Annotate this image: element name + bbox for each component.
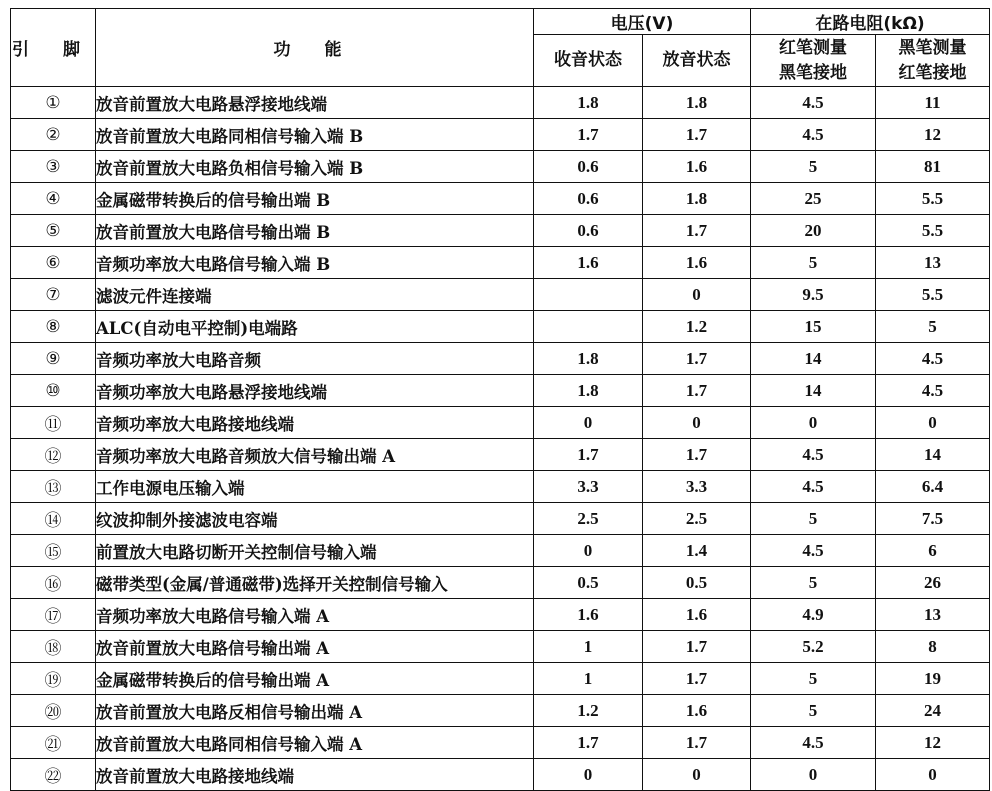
red-probe-header-line1: 红笔测量 [779,37,848,58]
pin-number: ① [11,87,96,119]
pin-number: ⑥ [11,247,96,279]
resistance-black-probe: 12 [876,727,990,759]
black-probe-header-line1: 黑笔测量 [898,37,967,58]
pin-number: ⑮ [11,535,96,567]
pin-number: ⑤ [11,215,96,247]
pin-function: 音频功率放大电路信号输入端 A [96,599,534,631]
voltage-record: 1.7 [534,439,643,471]
resistance-black-probe: 4.5 [876,375,990,407]
pin-function: 工作电源电压输入端 [96,471,534,503]
pin-number: ③ [11,151,96,183]
voltage-playback: 0.5 [643,567,751,599]
resistance-red-probe: 15 [751,311,876,343]
resistance-red-probe: 5 [751,663,876,695]
voltage-playback: 1.2 [643,311,751,343]
pin-function: 滤波元件连接端 [96,279,534,311]
voltage-playback: 1.8 [643,87,751,119]
voltage-playback: 0 [643,279,751,311]
playback-state-header: 放音状态 [643,35,751,87]
voltage-playback: 1.7 [643,215,751,247]
resistance-red-probe: 14 [751,343,876,375]
resistance-black-probe: 7.5 [876,503,990,535]
resistance-black-probe: 5.5 [876,279,990,311]
pin-function: 纹波抑制外接滤波电容端 [96,503,534,535]
pin-function: 放音前置放大电路同相信号输入端 B [96,119,534,151]
voltage-record: 1 [534,663,643,695]
voltage-playback: 1.7 [643,727,751,759]
pin-number: ⑲ [11,663,96,695]
pin-number: ⑰ [11,599,96,631]
table-row [11,535,990,567]
pin-function: 音频功率放大电路音频放大信号输出端 A [96,439,534,471]
pin-function: 放音前置放大电路信号输出端 B [96,215,534,247]
pin-number: ⑯ [11,567,96,599]
voltage-record: 1.2 [534,695,643,727]
pin-number: ⑳ [11,695,96,727]
voltage-header: 电压(V) [534,9,751,35]
voltage-record: 1.6 [534,599,643,631]
resistance-black-probe: 6 [876,535,990,567]
voltage-playback: 1.7 [643,631,751,663]
table-row [11,215,990,247]
pin-number: ⑪ [11,407,96,439]
resistance-red-probe: 5.2 [751,631,876,663]
resistance-black-probe: 5.5 [876,183,990,215]
voltage-playback: 2.5 [643,503,751,535]
voltage-record: 0.6 [534,215,643,247]
table-row [11,631,990,663]
resistance-red-probe: 5 [751,695,876,727]
resistance-red-probe: 14 [751,375,876,407]
pin-function: 金属磁带转换后的信号输出端 A [96,663,534,695]
pin-number: ⑩ [11,375,96,407]
table-row [11,471,990,503]
red-probe-header-line2: 黑笔接地 [779,62,848,83]
voltage-playback: 1.7 [643,439,751,471]
pin-function: 金属磁带转换后的信号输出端 B [96,183,534,215]
pin-function: 音频功率放大电路音频 [96,343,534,375]
table-row [11,183,990,215]
voltage-record [534,279,643,311]
voltage-record: 1.6 [534,247,643,279]
resistance-red-probe: 4.9 [751,599,876,631]
voltage-playback: 0 [643,759,751,791]
voltage-playback: 1.7 [643,663,751,695]
voltage-record: 0 [534,759,643,791]
pin-function: 放音前置放大电路悬浮接地线端 [96,87,534,119]
voltage-playback: 1.4 [643,535,751,567]
pin-number: ⑧ [11,311,96,343]
voltage-record: 1.8 [534,87,643,119]
resistance-red-probe: 5 [751,247,876,279]
pin-number: ④ [11,183,96,215]
voltage-record: 0.6 [534,183,643,215]
voltage-playback: 1.6 [643,247,751,279]
voltage-playback: 1.7 [643,343,751,375]
resistance-red-probe: 5 [751,567,876,599]
table-row [11,663,990,695]
table-body [11,87,990,791]
pin-number: ② [11,119,96,151]
resistance-black-probe: 8 [876,631,990,663]
pin-number: ⑨ [11,343,96,375]
table-row [11,567,990,599]
pin-function: 放音前置放大电路负相信号输入端 B [96,151,534,183]
voltage-record: 0.5 [534,567,643,599]
resistance-black-probe: 11 [876,87,990,119]
resistance-red-probe: 9.5 [751,279,876,311]
table-row [11,695,990,727]
resistance-black-probe: 81 [876,151,990,183]
pin-function: 磁带类型(金属/普通磁带)选择开关控制信号输入 [96,567,534,599]
voltage-record: 0 [534,407,643,439]
resistance-black-probe: 6.4 [876,471,990,503]
voltage-record: 1.7 [534,119,643,151]
resistance-black-probe: 5.5 [876,215,990,247]
voltage-record: 1.7 [534,727,643,759]
resistance-black-probe: 13 [876,599,990,631]
pin-number: ⑭ [11,503,96,535]
resistance-black-probe: 5 [876,311,990,343]
resistance-red-probe: 4.5 [751,439,876,471]
resistance-black-probe: 19 [876,663,990,695]
resistance-red-probe: 0 [751,759,876,791]
red-probe-header [751,35,876,87]
resistance-black-probe: 0 [876,407,990,439]
pin-function: 音频功率放大电路接地线端 [96,407,534,439]
resistance-red-probe: 25 [751,183,876,215]
voltage-record: 1.8 [534,343,643,375]
pin-number: ㉒ [11,759,96,791]
pin-function: 放音前置放大电路信号输出端 A [96,631,534,663]
resistance-black-probe: 26 [876,567,990,599]
pin-function: 音频功率放大电路信号输入端 B [96,247,534,279]
pin-number: ⑫ [11,439,96,471]
pin-function: ALC(自动电平控制)电端路 [96,311,534,343]
pin-header: 引 脚 [11,9,96,87]
table-row [11,119,990,151]
header-row-top [11,9,990,35]
resistance-red-probe: 5 [751,503,876,535]
resistance-black-probe: 14 [876,439,990,471]
resistance-black-probe: 13 [876,247,990,279]
resistance-red-probe: 4.5 [751,87,876,119]
voltage-playback: 0 [643,407,751,439]
voltage-record: 3.3 [534,471,643,503]
table-row [11,407,990,439]
function-header: 功 能 [96,9,534,87]
pin-number: ⑱ [11,631,96,663]
voltage-record [534,311,643,343]
voltage-record: 0 [534,535,643,567]
pin-function: 前置放大电路切断开关控制信号输入端 [96,535,534,567]
pin-number: ⑬ [11,471,96,503]
table-row [11,727,990,759]
voltage-playback: 1.7 [643,375,751,407]
resistance-header: 在路电阻(kΩ) [751,9,990,35]
black-probe-header [876,35,990,87]
resistance-black-probe: 12 [876,119,990,151]
resistance-red-probe: 4.5 [751,535,876,567]
voltage-record: 1.8 [534,375,643,407]
table-row [11,759,990,791]
voltage-record: 0.6 [534,151,643,183]
voltage-record: 2.5 [534,503,643,535]
resistance-black-probe: 4.5 [876,343,990,375]
voltage-playback: 1.6 [643,599,751,631]
pin-voltage-resistance-table [10,8,990,791]
table-row [11,599,990,631]
resistance-red-probe: 4.5 [751,727,876,759]
table-row [11,247,990,279]
table-row [11,311,990,343]
resistance-red-probe: 4.5 [751,119,876,151]
black-probe-header-line2: 红笔接地 [898,62,967,83]
voltage-playback: 3.3 [643,471,751,503]
pin-number: ⑦ [11,279,96,311]
pin-function: 音频功率放大电路悬浮接地线端 [96,375,534,407]
voltage-playback: 1.7 [643,119,751,151]
table-row [11,279,990,311]
pin-number: ㉑ [11,727,96,759]
pin-function: 放音前置放大电路反相信号输出端 A [96,695,534,727]
resistance-black-probe: 24 [876,695,990,727]
table-row [11,87,990,119]
resistance-red-probe: 0 [751,407,876,439]
pin-function: 放音前置放大电路同相信号输入端 A [96,727,534,759]
pin-function: 放音前置放大电路接地线端 [96,759,534,791]
resistance-red-probe: 20 [751,215,876,247]
table-row [11,439,990,471]
resistance-black-probe: 0 [876,759,990,791]
resistance-red-probe: 4.5 [751,471,876,503]
voltage-playback: 1.8 [643,183,751,215]
voltage-record: 1 [534,631,643,663]
voltage-playback: 1.6 [643,151,751,183]
table-row [11,151,990,183]
table-row [11,375,990,407]
table-row [11,343,990,375]
table-row [11,503,990,535]
voltage-playback: 1.6 [643,695,751,727]
record-state-header: 收音状态 [534,35,643,87]
resistance-red-probe: 5 [751,151,876,183]
